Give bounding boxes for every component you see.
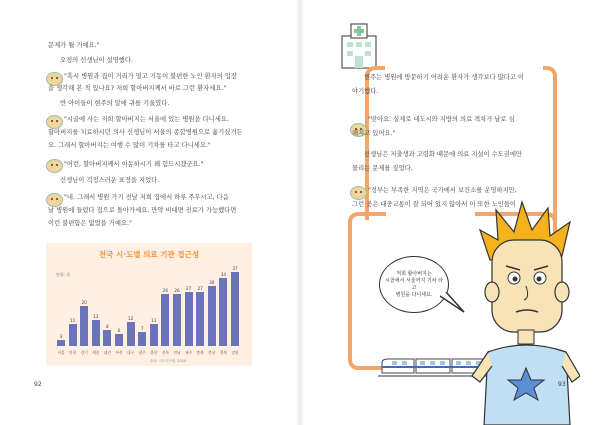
chart-category-label: 부산	[115, 350, 123, 355]
text-line: "어런, 할아버지께서 이동하시기 꽤 힘드시겠군요."	[64, 161, 204, 168]
speech-bubble-text: 저희 할아버지는 시골에서 서울까지 기차 타고 병원을 다니세요.	[385, 271, 443, 298]
chart-category-label: 대전	[103, 350, 112, 355]
chart-value-label: 34	[220, 272, 227, 277]
text-line: 해지고 있어요."	[352, 130, 396, 137]
chart-value-label: 12	[127, 316, 134, 321]
chart-category-label: 광주	[138, 350, 146, 355]
chart-value-label: 27	[197, 286, 203, 291]
chart-value-label: 7	[140, 326, 144, 331]
text-line: 오정의 선생님이 설명했다.	[60, 57, 133, 64]
chart-value-label: 6	[117, 328, 121, 333]
chart-value-label: 8	[106, 324, 109, 329]
chart-bar	[208, 286, 216, 346]
chart-category-label: 충북	[196, 350, 204, 355]
chart-bar	[80, 306, 88, 346]
text-line: 현주는 병원에 방문하기 어려운 환자가 생각보다 많다고 이	[364, 74, 524, 81]
text-line: 이런 불편함은 없었을 거예요."	[48, 220, 132, 227]
text-line: 할아버지를 치료하시던 의사 선생님이 서울의 종합병원으로 옮기셨거든	[48, 129, 243, 136]
chart-category-label: 서울	[57, 350, 65, 355]
chart-bar	[57, 340, 65, 346]
chart-category-label: 대구	[126, 350, 135, 355]
page-number-left: 92	[34, 381, 42, 388]
chart-category-label: 충남	[208, 350, 216, 355]
boy-character-illustration	[470, 200, 580, 425]
chart-bar	[161, 294, 169, 346]
chart-category-label: 전북	[161, 350, 170, 355]
rail-track	[543, 66, 557, 220]
chart-bar	[92, 320, 100, 346]
hospital-icon	[340, 22, 378, 70]
chart-category-label: 인천	[68, 350, 77, 355]
chart-category-label: 제주	[184, 350, 193, 355]
text-line: 그런 곳은 대중교통이 잘 되어 있지 않아서 이 또한 노인들이	[352, 201, 517, 208]
text-line: 선생님은 저출생과 고령화 때문에 의료 지설이 수도권에만	[364, 151, 522, 158]
chart-value-label: 20	[81, 300, 87, 305]
text-line: 날 병원에 들렀다 집으로 돌아가세요. 만약 비대면 진료가 가능했다면	[48, 207, 237, 214]
chart-category-label: 경북	[219, 350, 228, 355]
chart-value-label: 11	[69, 318, 76, 323]
chart-bar	[185, 292, 193, 346]
chart-value-label: 27	[185, 286, 192, 291]
chart-bar	[127, 322, 135, 346]
chart-category-label: 울산	[150, 350, 158, 355]
text-line: 문제가 될 거예요."	[48, 42, 100, 49]
student-face-icon	[350, 186, 367, 200]
text-line: 을 생각해 본 적 있나요? 저희 할아버지께서 바로 그런 환자세요."	[48, 85, 227, 92]
chart-value-label: 37	[232, 266, 238, 271]
chart-bar	[173, 294, 181, 346]
text-line: "네. 그래서 병원 가기 전날 저희 집에서 하루 주무시고, 다음	[64, 194, 229, 201]
text-line: "맞아요. 실제로 대도시와 지방의 의료 격차가 날로 심	[368, 116, 515, 123]
chart-value-label: 13	[93, 314, 99, 319]
text-line: "시골에 사는 저희 할아버지는 서울에 있는 병원을 다니세요.	[64, 116, 229, 123]
chart-category-label: 세종	[92, 350, 100, 355]
chart-bar	[103, 330, 111, 346]
chart-category-label: 전남	[173, 350, 181, 355]
chart-source: 출처: 국토연구원, 2020	[150, 359, 186, 363]
text-line: 몰리는 문제를 짚었다.	[352, 165, 413, 172]
book-gutter	[296, 0, 304, 425]
chart-value-label: 11	[151, 318, 157, 323]
chart-unit: 단위: 분	[56, 272, 71, 277]
chart-category-label: 경기	[80, 350, 88, 355]
chart-category-label: 강원	[231, 350, 239, 355]
chart-title: 전국 시·도별 의료 기관 접근성	[98, 250, 200, 259]
text-line: 야기했다.	[352, 88, 379, 95]
chart-value-label: 3	[59, 334, 63, 339]
chart-bar	[115, 334, 123, 346]
chart-bar	[196, 292, 204, 346]
chart-bar	[138, 332, 146, 346]
chart-bar	[219, 278, 227, 346]
text-line: "혹시 병원과 집이 거리가 멀고 기동이 불편한 노인 환자의 입장	[64, 73, 237, 80]
chart-bar	[231, 272, 239, 346]
text-line: 반 아이들이 현주의 말에 귀를 기울였다.	[60, 100, 170, 107]
chart-value-label: 26	[162, 288, 169, 293]
teacher-face-icon	[46, 159, 63, 173]
chart-value-label: 30	[209, 280, 215, 285]
text-line: 요. 그래서 할아버지는 여행 수 많이 기차를 타고 다니세요."	[48, 142, 211, 149]
chart-bar	[150, 324, 158, 346]
chart-bar	[69, 324, 77, 346]
text-line: 선생님이 걱정스러운 표정을 지었다.	[60, 177, 160, 184]
chart-value-label: 26	[174, 288, 180, 293]
text-line: "정부는 부족한 지역은 국가에서 보건소를 운영하지만,	[368, 187, 517, 194]
page-number-right: 93	[558, 381, 566, 388]
